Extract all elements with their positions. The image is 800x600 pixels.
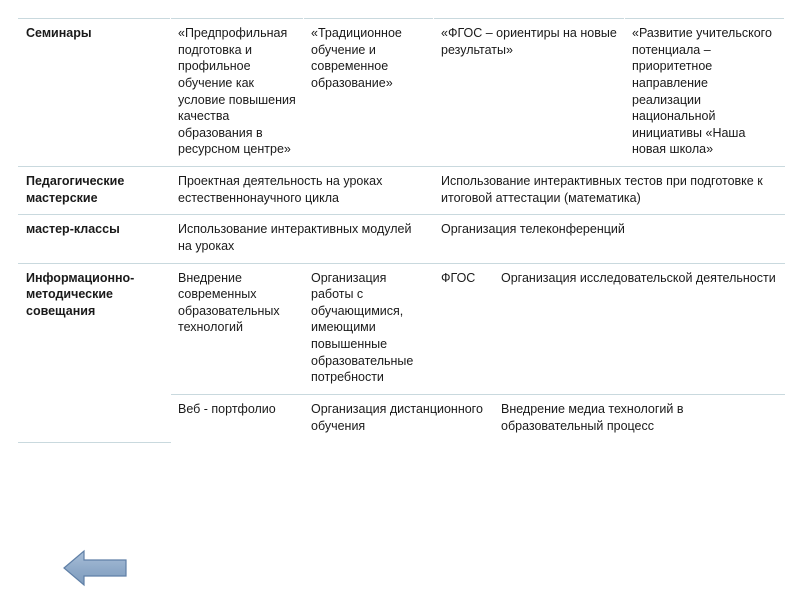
cell-meetings-7: Внедрение медиа технологий в образовательный процесс <box>494 394 785 442</box>
back-arrow-icon[interactable] <box>62 548 128 588</box>
table-row <box>19 215 785 263</box>
cell-workshops-1: Проектная деятельность на уроках естественнонаучного цикла <box>171 167 434 215</box>
cell-master-classes-1: Использование интерактивных модулей на уроках <box>171 215 434 263</box>
seminars-table <box>18 18 785 443</box>
table-row <box>19 167 785 215</box>
cell-workshops-2: Использование интерактивных тестов при подготовке к итоговой аттестации (математика) <box>434 167 785 215</box>
cell-meetings-3: ФГОС <box>434 263 494 394</box>
cell-seminars-1: «Предпрофильная подготовка и профильное обучение как условие повышения качества образования в ресурсном центре» <box>171 19 304 167</box>
cell-seminars-2: «Традиционное обучение и современное образование» <box>304 19 434 167</box>
back-arrow-button[interactable] <box>62 548 128 588</box>
row-header-master-classes: мастер-классы <box>19 215 171 263</box>
cell-meetings-1: Внедрение современных образовательных технологий <box>171 263 304 394</box>
table-row <box>19 263 785 394</box>
cell-seminars-4: «Развитие учительского потенциала – приоритетное направление реализации национальной инициативы «Наша новая школа» <box>625 19 785 167</box>
cell-seminars-3: «ФГОС – ориентиры на новые результаты» <box>434 19 625 167</box>
cell-meetings-5: Веб - портфолио <box>171 394 304 442</box>
row-header-pedagogical-workshops: Педагогические мастерские <box>19 167 171 215</box>
row-header-seminars: Семинары <box>19 19 171 167</box>
table-row <box>19 19 785 167</box>
cell-meetings-2: Организация работы с обучающимися, имеющими повышенные образовательные потребности <box>304 263 434 394</box>
cell-meetings-4: Организация исследовательской деятельности <box>494 263 785 394</box>
cell-meetings-6: Организация дистанционного обучения <box>304 394 494 442</box>
row-header-info-method-meetings: Информационно-методические совещания <box>19 263 171 443</box>
cell-master-classes-2: Организация телеконференций <box>434 215 785 263</box>
